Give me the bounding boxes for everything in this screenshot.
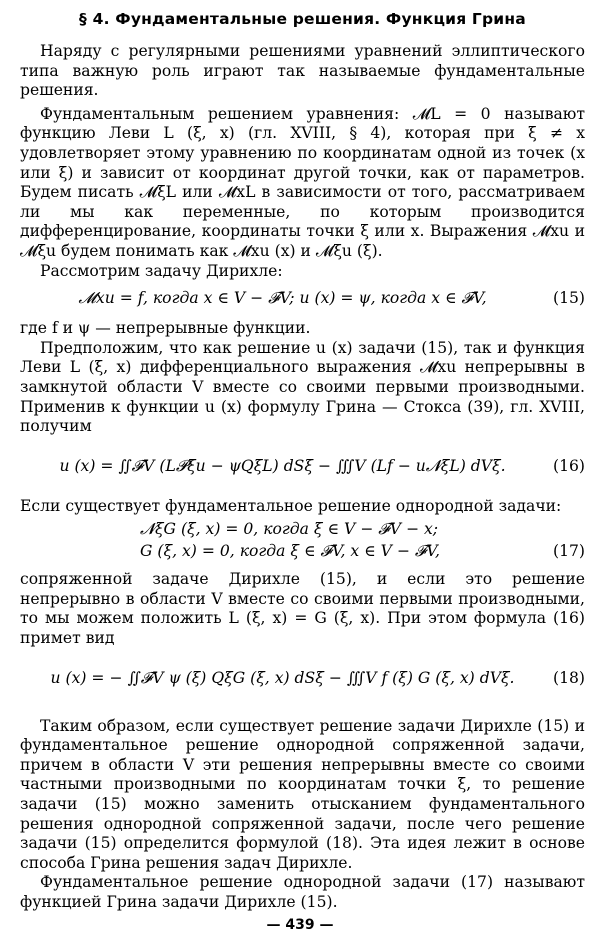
equation-18-body: u (x) = − ∬𝓕V ψ (ξ) QξG (ξ, x) dSξ − ∭V f (ξ) G (ξ, x) dVξ. — [50, 668, 515, 687]
equation-17-line-2: G (ξ, x) = 0, когда ξ ∈ 𝓕V, x ∈ V − 𝓕V, — [140, 542, 440, 561]
paragraph-7: сопряженной задаче Дирихле (15), и если это решение непрерывно в области V вместе со своими первыми производными, то мы можем положить L (ξ, x) = G (ξ, x). При этом формула (16) примет вид — [20, 570, 585, 648]
section-title: § 4. Фундаментальные решения. Функция Грина — [79, 10, 526, 28]
paragraph-3: Рассмотрим задачу Дирихле: — [40, 261, 283, 280]
equation-17-line-1: 𝓝ξG (ξ, x) = 0, когда ξ ∈ V − 𝓕V − x; — [140, 520, 439, 539]
page-content — [20, 10, 585, 913]
equation-15-number: (15) — [552, 289, 585, 308]
paragraph-1: Наряду с регулярными решениями уравнений эллиптического типа важную роль играют так называемые фундаментальные решения. — [20, 42, 585, 100]
equation-16-body: u (x) = ∬𝓕V (L𝓟ξu − ψQξL) dSξ − ∭V (Lf − u𝓝ξL) dVξ. — [59, 456, 506, 475]
equation-18-number: (18) — [552, 668, 585, 687]
page-number: — 439 — — [266, 917, 334, 933]
equation-15 — [20, 281, 585, 319]
paragraph-6: Если существует фундаментальное решение однородной задачи: — [20, 496, 562, 515]
equation-18 — [20, 649, 585, 709]
paragraph-2: Фундаментальным решением уравнения: 𝓜L = 0 называют функцию Леви L (ξ, x) (гл. XVIII, § 4), которая при ξ ≠ x удовлетворяет этому уравнению по координатам одной из точек (x или ξ) и зависит от координат другой точки, как от параметров. Будем писать 𝓜ξL или 𝓜xL в зависимости от того, рассматриваем ли мы как переменные, по которым производится дифференцирование, координаты точки ξ или x. Выражения 𝓜xu и 𝓜ξu будем понимать как 𝓜xu (x) и 𝓜ξu (ξ). — [20, 104, 585, 260]
equation-15-body: 𝓜xu = f, когда x ∈ V − 𝓕V; u (x) = ψ, когда x ∈ 𝓕V, — [78, 289, 487, 308]
equation-17 — [20, 516, 585, 562]
equation-17-number: (17) — [552, 542, 585, 561]
equation-16 — [20, 437, 585, 497]
equation-16-number: (16) — [552, 456, 585, 475]
paragraph-9: Фундаментальное решение однородной задачи (17) называют функцией Грина задачи Дирихле (15). — [20, 873, 585, 911]
paragraph-5: Предположим, что как решение u (x) задачи (15), так и функция Леви L (ξ, x) дифференциального выражения 𝓜xu непрерывны в замкнутой области V вместе со своими первыми производными. Применив к функции u (x) формулу Грина — Стокса (39), гл. XVIII, получим — [20, 338, 585, 436]
paragraph-8: Таким образом, если существует решение задачи Дирихле (15) и фундаментальное решение однородной сопряженной задачи, причем в области V эти решения непрерывны вместе со своими частными производными по координатам точки ξ, то решение задачи (15) можно заменить отысканием фундаментального решения однородной сопряженной задачи, после чего решение задачи (15) определится формулой (18). Эта идея лежит в основе способа Грина решения задач Дирихле. — [20, 716, 585, 872]
paragraph-4: где f и ψ — непрерывные функции. — [20, 319, 311, 338]
